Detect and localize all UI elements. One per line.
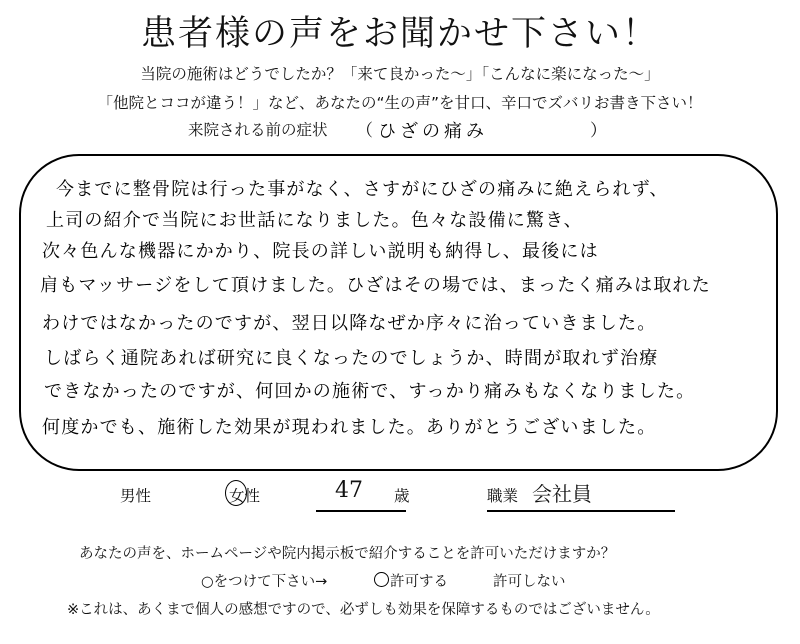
testimonial-line: 今までに整骨院は行った事がなく、さすがにひざの痛みに絶えられず、 bbox=[56, 179, 669, 200]
gender-female-label: 女性 bbox=[229, 487, 261, 505]
testimonial-line: 肩もマッサージをして頂けました。ひざはその場では、まったく痛みは取れた bbox=[40, 275, 711, 296]
symptom-paren-open: （ bbox=[356, 121, 373, 141]
occupation-handwritten-value: 会社員 bbox=[532, 482, 592, 506]
intro-line-1: 当院の施術はどうでしたか？「来て良かった～」「こんなに楽になった～」 bbox=[140, 65, 660, 83]
testimonial-line: しばらく通院あれば研究に良くなったのでしょうか、時間が取れず治療 bbox=[44, 348, 659, 369]
testimonial-line: できなかったのですが、何回かの施術で、すっかり痛みもなくなりました。 bbox=[44, 381, 696, 402]
gender-male-label: 男性 bbox=[120, 487, 152, 505]
disclaimer-text: ※これは、あくまで個人の感想ですので、必ずしも効果を保障するものではございません。 bbox=[67, 602, 660, 618]
form-title: 患者様の声をお聞かせ下さい！ bbox=[140, 14, 659, 54]
testimonial-line: わけではなかったのですが、翌日以降なぜか序々に治っていきました。 bbox=[42, 313, 657, 334]
consent-question: あなたの声を、ホームページや院内掲示板で紹介することを許可いただけますか？ bbox=[79, 546, 616, 562]
occupation-label: 職業 bbox=[487, 487, 519, 505]
occupation-underline bbox=[487, 510, 675, 512]
consent-option-deny: 許可しない bbox=[493, 574, 566, 590]
testimonial-line: 次々色んな機器にかかり、院長の詳しい説明も納得し、最後には bbox=[42, 241, 599, 262]
symptom-label: 来院される前の症状 bbox=[188, 121, 328, 139]
testimonial-line: 上司の紹介で当院にお世話になりました。色々な設備に驚き、 bbox=[46, 210, 583, 231]
symptom-paren-close: ） bbox=[590, 121, 607, 141]
consent-option-allow: 許可する bbox=[390, 574, 448, 590]
age-unit-label: 歳 bbox=[394, 487, 410, 505]
symptom-handwritten-value: ひざの痛み bbox=[378, 121, 488, 142]
age-underline bbox=[316, 510, 406, 512]
consent-instruction: ○をつけて下さい→ bbox=[201, 574, 328, 590]
consent-allow-mark bbox=[374, 572, 389, 587]
intro-line-2: 「他院とココが違う！」など、あなたの“生の声”を甘口、辛口でズバリお書き下さい！ bbox=[97, 94, 703, 112]
age-handwritten-value: 47 bbox=[335, 478, 363, 503]
testimonial-line: 何度かでも、施術した効果が現われました。ありがとうございました。 bbox=[42, 417, 657, 438]
